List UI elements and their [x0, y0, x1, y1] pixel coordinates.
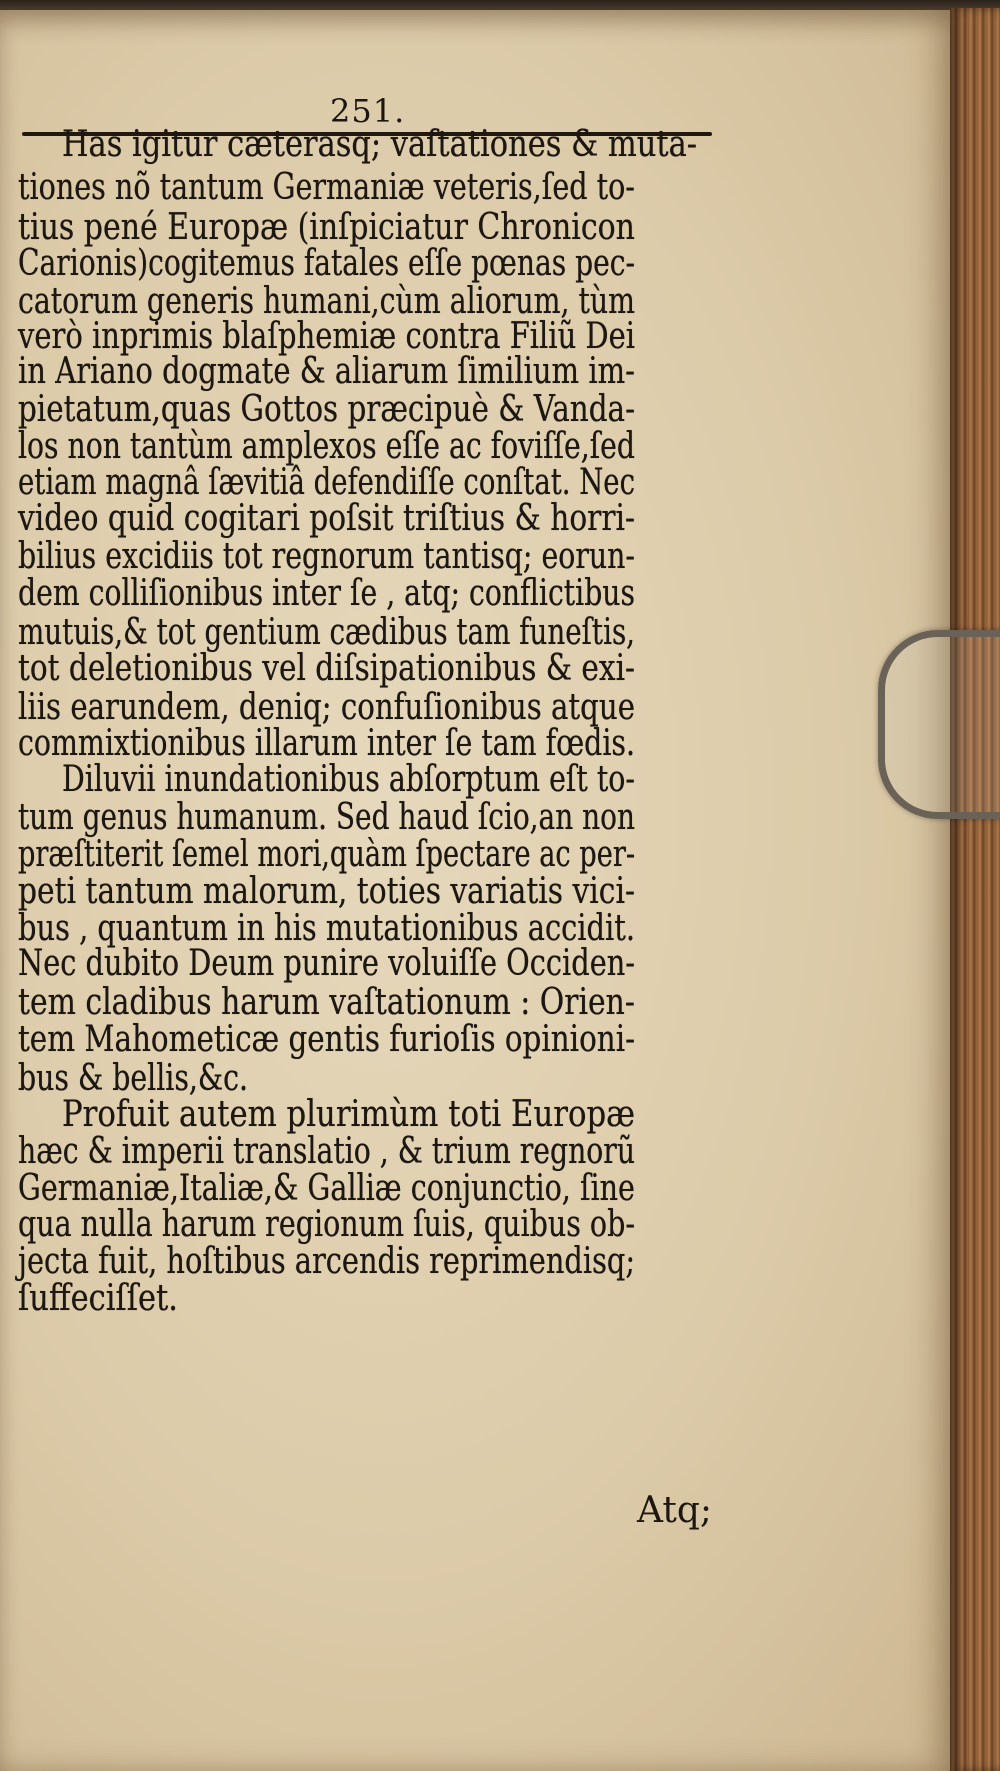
catchword: Atq; — [637, 1490, 713, 1531]
text-line: mutuis,& tot gentium cædibus tam funeſtis, — [18, 612, 635, 653]
text-line: hæc & imperii translatio , & trium regnorũ — [18, 1131, 636, 1172]
text-line: bus & bellis,&c. — [18, 1058, 249, 1099]
text-line: pietatum,quas Gottos præcipuè & Vanda- — [18, 389, 635, 430]
paper-clip — [878, 630, 1000, 819]
text-line: in Ariano dogmate & aliarum ſimilium im- — [18, 351, 635, 392]
text-line: præſtiterit ſemel mori,quàm ſpectare ac per- — [18, 834, 636, 875]
text-line: los non tantùm amplexos eſſe ac foviſſe,ſed — [18, 426, 636, 467]
text-line: qua nulla harum regionum ſuis, quibus ob- — [18, 1204, 635, 1245]
text-line: Diluvii inundationibus abſorptum eſt to- — [62, 759, 636, 800]
text-line: video quid cogitari poſsit triſtius & horri- — [18, 498, 635, 539]
text-line: bilius excidiis tot regnorum tantisq; eorun- — [18, 536, 636, 577]
text-line: verò inprimis blaſphemiæ contra Filiũ Dei — [18, 316, 636, 357]
text-line: ſuffeciſſet. — [18, 1278, 178, 1319]
text-line: catorum generis humani,cùm aliorum, tùm — [18, 281, 636, 322]
text-line: Carionis)cogitemus fatales eſſe pœnas pec- — [18, 243, 635, 284]
text-line: dem colliſionibus inter ſe , atq; conflictibus — [18, 573, 636, 614]
text-line: tius pené Europæ (inſpiciatur Chronicon — [18, 207, 635, 248]
text-line: tum genus humanum. Sed haud ſcio,an non — [18, 797, 635, 838]
page-number: 251. — [330, 92, 406, 130]
text-line: Profuit autem plurimùm toti Europæ — [62, 1094, 636, 1135]
text-line: commixtionibus illarum inter ſe tam fœdis. — [18, 723, 636, 764]
text-line: tem cladibus harum vaſtationum : Orien- — [18, 982, 635, 1023]
text-line: Nec dubito Deum punire voluiſſe Occiden- — [18, 943, 636, 984]
text-line: etiam magnâ ſævitiâ defendiſſe conſtat. Nec — [18, 462, 635, 503]
text-line: tot deletionibus vel diſsipationibus & exi- — [18, 648, 636, 689]
text-line: Has igitur cæterasq; vaſtationes & muta- — [62, 124, 698, 165]
text-line: liis earundem, deniq; confuſionibus atque — [18, 687, 635, 728]
book-page — [0, 10, 955, 1771]
text-line: tem Mahometicæ gentis furioſis opinioni- — [18, 1019, 636, 1060]
text-line: bus , quantum in his mutationibus accidit. — [18, 908, 636, 949]
text-line: tiones nõ tantum Germaniæ veteris,ſed to- — [18, 167, 635, 208]
text-line: Germaniæ,Italiæ,& Galliæ conjunctio, ſine — [18, 1168, 635, 1209]
text-line: peti tantum malorum, toties variatis vici- — [18, 871, 636, 912]
book-fore-edge — [950, 8, 1000, 1771]
text-line: jecta fuit, hoſtibus arcendis reprimendisq; — [18, 1241, 636, 1282]
